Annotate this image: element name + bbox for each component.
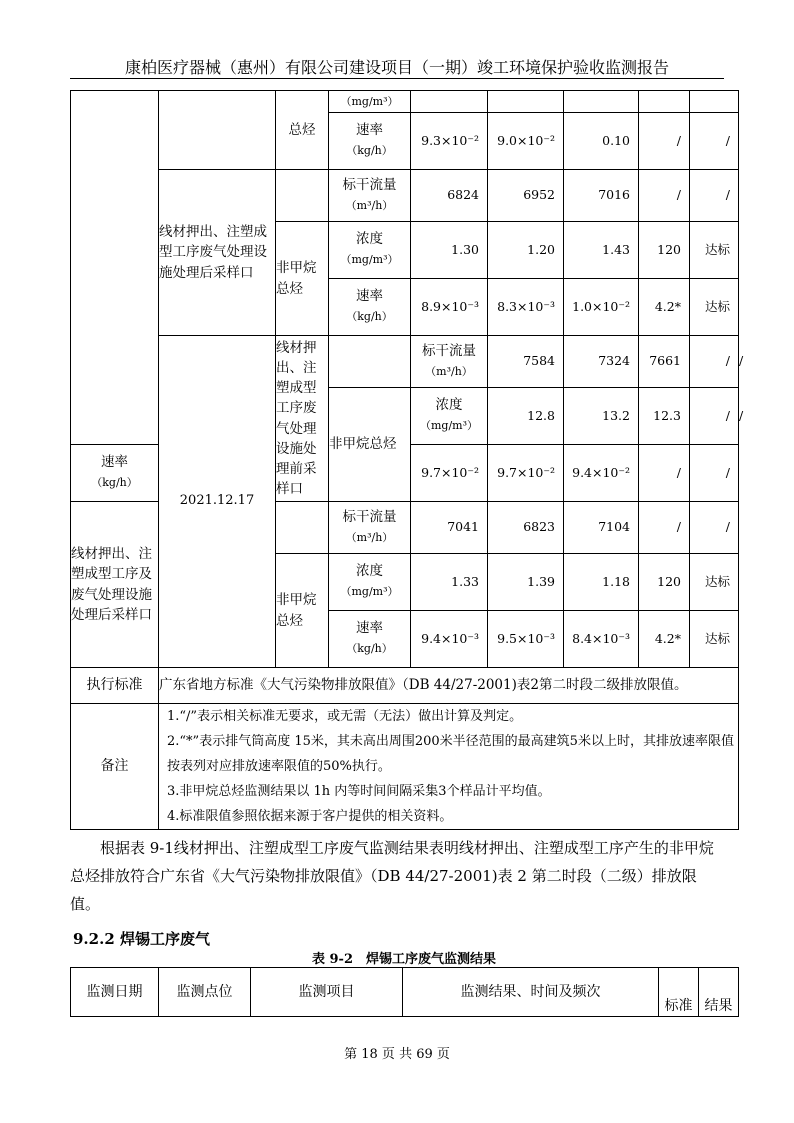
result-cell <box>690 91 739 113</box>
value-cell: 7041 <box>411 502 488 554</box>
std-cell: / <box>639 113 690 170</box>
header-cell: 监测日期 <box>71 968 159 1017</box>
value-cell: 1.18 <box>564 554 639 611</box>
value-cell: 9.0×10⁻² <box>488 113 564 170</box>
table2-caption: 表 9-2 焊锡工序废气监测结果 <box>311 952 496 967</box>
exec-standard-text: 广东省地方标准《大气污染物排放限值》（DB 44/27-2001)表2第二时段二级排放限值。 <box>159 668 739 704</box>
result-cell: / <box>690 502 739 554</box>
value-cell: 12.8 <box>488 388 564 445</box>
std-cell: / <box>639 170 690 222</box>
value-cell: 6952 <box>488 170 564 222</box>
value-cell: 8.4×10⁻³ <box>564 611 639 668</box>
value-cell <box>564 91 639 113</box>
std-cell: 4.2* <box>639 611 690 668</box>
value-cell: 8.3×10⁻³ <box>488 279 564 336</box>
note-item: 4.标准限值参照依据来源于客户提供的相关资料。 <box>167 809 453 824</box>
std-cell <box>639 91 690 113</box>
param-cell: 速率 （kg/h） <box>329 113 411 170</box>
param-cell: 浓度 （mg/m³） <box>329 554 411 611</box>
result-cell: / <box>690 113 739 170</box>
std-cell: / <box>690 336 739 388</box>
header-cell: 监测项目 <box>251 968 403 1017</box>
param-cell: 速率 （kg/h） <box>329 611 411 668</box>
date-cell-1 <box>71 91 159 445</box>
result-cell: / <box>690 170 739 222</box>
std-cell: 4.2* <box>639 279 690 336</box>
pollutant-blank <box>276 170 329 222</box>
std-cell: 120 <box>639 554 690 611</box>
report-header-title: 康柏医疗器械（惠州）有限公司建设项目（一期）竣工环境保护验收监测报告 <box>124 58 669 77</box>
conclusion-paragraph: 根据表 9-1线材押出、注塑成型工序废气监测结果表明线材押出、注塑成型工序产生的非甲烷总烃排放符合广东省《大气污染物排放限值》（DB 44/27-2001)表 2 第二时段（二级）排放限值。 <box>70 839 714 913</box>
date-cell-2: 2021.12.17 <box>159 336 276 668</box>
value-cell: 8.9×10⁻³ <box>411 279 488 336</box>
param-cell: 标干流量 （m³/h） <box>329 170 411 222</box>
std-cell: 120 <box>639 222 690 279</box>
location-cell: 线材押出、注塑成型工序废气处理设施处理前采样口 <box>276 336 329 502</box>
value-cell: 1.43 <box>564 222 639 279</box>
location-cell-0 <box>159 91 276 170</box>
header-divider <box>70 78 724 79</box>
value-cell: 6824 <box>411 170 488 222</box>
monitoring-table-9-1: 总烃 （mg/m³） 速率 （kg/h） 9.3×10⁻² 9.0×10⁻² 0.10 / / 线材押出、注塑成型工序废气处理设施处理后采样口 标干流量 （m³/h） 6824 6952 7016 / / 非甲烷总烃 浓度 （mg/m³） 1.30 1.20 1.43 120 达标 速率 （kg/h） 8.9×10⁻³ 8.3×10⁻³ 1.0×10⁻² 4.2* 达标 2021.12.17 线材押出、注塑成型工序废气处理设施处理前采样口 标干流量 （m³/h） 7584 7324 7661 / / 非甲烷总烃 浓度 （mg/m³） 12.8 13.2 12.3 / / 速率 （kg/h） 9.7×10⁻² 9.7×10⁻² 9.4×10⁻² / / 线材押出、注塑成型工序及废气处理设施处理后采样口 标干流量 （m³/h） 7041 6823 7104 / / 非甲烷总烃 浓度 （mg/m³） 1.33 1.39 1.18 120 达标 速率 （kg/h） 9.4×10⁻³ 9.5×10⁻³ 8.4×10⁻³ 4.2* 达标 执行标准 广东省地方标准《大气污染物排放限值》（DB 44/27-2001)表2第二时段二级排放限值。 备注 1.“/”表示相关标准无要求，或无需（无法）做出计算及判定。 2.“*”表示排气筒高度 15米，其未高出周围200米半径范围的最高建筑5米以上时，其排放速率限值按表列对应排放速率限值的50%执行。 3.非甲烷总烃监测结果以 1h 内等时间间隔采集3个样品计平均值。 4.标准限值参照依据来源于客户提供的相关资料。 <box>70 90 739 830</box>
value-cell: 7016 <box>564 170 639 222</box>
result-cell: / <box>690 445 739 502</box>
exec-standard-label: 执行标准 <box>71 668 159 704</box>
value-cell: 9.7×10⁻² <box>488 445 564 502</box>
param-unit-cell: （mg/m³） <box>329 91 411 113</box>
value-cell: 9.4×10⁻³ <box>411 611 488 668</box>
header-cell: 监测结果、时间及频次 <box>403 968 659 1017</box>
value-cell: 9.5×10⁻³ <box>488 611 564 668</box>
value-cell: 13.2 <box>564 388 639 445</box>
value-cell: 1.30 <box>411 222 488 279</box>
std-cell: / <box>639 502 690 554</box>
location-cell: 线材押出、注塑成型工序废气处理设施处理后采样口 <box>159 170 276 336</box>
value-cell <box>488 91 564 113</box>
value-cell: 9.4×10⁻² <box>564 445 639 502</box>
param-cell: 速率 （kg/h） <box>71 445 159 502</box>
result-cell: 达标 <box>690 554 739 611</box>
header-cell: 标准 <box>659 968 699 1017</box>
location-cell: 线材押出、注塑成型工序及废气处理设施处理后采样口 <box>71 502 159 668</box>
result-cell: 达标 <box>690 279 739 336</box>
param-cell: 标干流量 （m³/h） <box>411 336 488 388</box>
std-cell: / <box>690 388 739 445</box>
monitoring-table-9-2 <box>70 967 739 1017</box>
value-cell: 7324 <box>564 336 639 388</box>
header-cell: 结果 <box>699 968 739 1017</box>
pollutant-cell: 非甲烷总烃 <box>276 554 329 668</box>
std-cell: / <box>639 445 690 502</box>
note-item: 2.“*”表示排气筒高度 15米，其未高出周围200米半径范围的最高建筑5米以上时，其排放速率限值按表列对应排放速率限值的50%执行。 <box>167 734 734 774</box>
note-item: 3.非甲烷总烃监测结果以 1h 内等时间间隔采集3个样品计平均值。 <box>167 784 551 799</box>
pollutant-blank <box>329 336 411 388</box>
result-cell: 达标 <box>690 611 739 668</box>
value-cell: 7584 <box>488 336 564 388</box>
value-cell: 1.39 <box>488 554 564 611</box>
value-cell: 1.20 <box>488 222 564 279</box>
pollutant-cell-0: 总烃 <box>276 91 329 170</box>
header-cell: 监测点位 <box>159 968 251 1017</box>
value-cell <box>411 91 488 113</box>
value-cell: 9.3×10⁻² <box>411 113 488 170</box>
param-cell: 浓度 （mg/m³） <box>411 388 488 445</box>
pollutant-cell: 非甲烷总烃 <box>329 388 411 502</box>
value-cell: 0.10 <box>564 113 639 170</box>
param-cell: 浓度 （mg/m³） <box>329 222 411 279</box>
pollutant-cell: 非甲烷总烃 <box>276 222 329 336</box>
param-cell: 标干流量 （m³/h） <box>329 502 411 554</box>
notes-label: 备注 <box>71 704 159 830</box>
value-cell: 7661 <box>639 336 690 388</box>
value-cell: 9.7×10⁻² <box>411 445 488 502</box>
param-cell: 速率 （kg/h） <box>329 279 411 336</box>
value-cell: 1.33 <box>411 554 488 611</box>
value-cell: 1.0×10⁻² <box>564 279 639 336</box>
value-cell: 12.3 <box>639 388 690 445</box>
section-heading: 9.2.2 焊锡工序废气 <box>73 930 210 948</box>
value-cell: 6823 <box>488 502 564 554</box>
page-footer: 第 18 页 共 69 页 <box>344 1047 450 1062</box>
notes-cell <box>159 704 739 830</box>
pollutant-blank <box>276 502 329 554</box>
note-item: 1.“/”表示相关标准无要求，或无需（无法）做出计算及判定。 <box>167 709 523 724</box>
value-cell: 7104 <box>564 502 639 554</box>
result-cell: 达标 <box>690 222 739 279</box>
